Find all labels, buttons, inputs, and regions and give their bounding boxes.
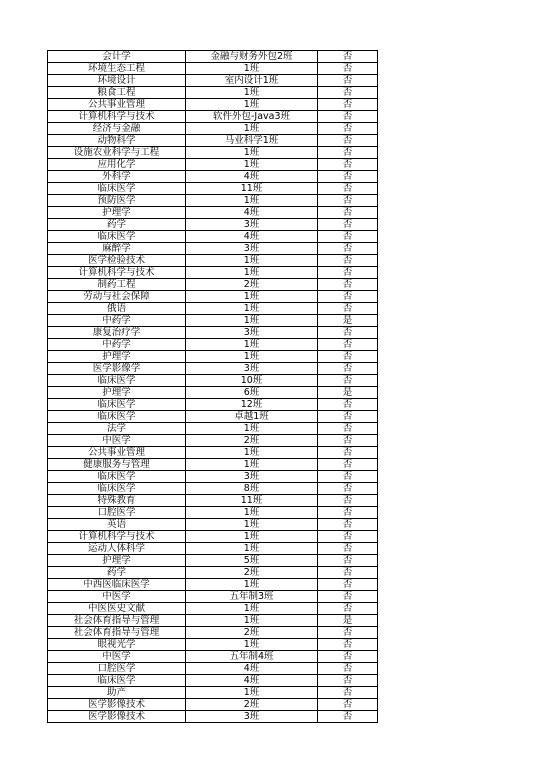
major-cell: 中西医临床医学 xyxy=(48,579,186,591)
major-cell: 药学 xyxy=(48,219,186,231)
major-cell: 环境设计 xyxy=(48,75,186,87)
class-cell: 1班 xyxy=(186,639,318,651)
table-body xyxy=(48,51,378,723)
class-cell: 8班 xyxy=(186,483,318,495)
flag-cell: 否 xyxy=(318,171,378,183)
flag-cell: 否 xyxy=(318,711,378,723)
class-cell: 11班 xyxy=(186,183,318,195)
table-row xyxy=(48,471,378,483)
major-cell: 医学影像技术 xyxy=(48,711,186,723)
table-row xyxy=(48,435,378,447)
class-cell: 1班 xyxy=(186,543,318,555)
class-cell: 1班 xyxy=(186,99,318,111)
flag-cell: 否 xyxy=(318,579,378,591)
class-cell: 1班 xyxy=(186,147,318,159)
flag-cell: 否 xyxy=(318,231,378,243)
class-cell: 1班 xyxy=(186,267,318,279)
major-cell: 医学影像技术 xyxy=(48,699,186,711)
major-cell: 计算机科学与技术 xyxy=(48,531,186,543)
table-row xyxy=(48,423,378,435)
table-row xyxy=(48,507,378,519)
flag-cell: 否 xyxy=(318,555,378,567)
class-cell: 3班 xyxy=(186,711,318,723)
table-row xyxy=(48,339,378,351)
table-row xyxy=(48,399,378,411)
class-cell: 1班 xyxy=(186,531,318,543)
major-cell: 中医医史文献 xyxy=(48,603,186,615)
major-cell: 应用化学 xyxy=(48,159,186,171)
table-row xyxy=(48,351,378,363)
class-cell: 1班 xyxy=(186,423,318,435)
flag-cell: 否 xyxy=(318,111,378,123)
flag-cell: 否 xyxy=(318,87,378,99)
major-cell: 眼视光学 xyxy=(48,639,186,651)
flag-cell: 是 xyxy=(318,315,378,327)
major-cell: 医学检验技术 xyxy=(48,255,186,267)
class-cell: 4班 xyxy=(186,663,318,675)
major-cell: 计算机科学与技术 xyxy=(48,111,186,123)
flag-cell: 否 xyxy=(318,207,378,219)
table-row xyxy=(48,627,378,639)
class-cell: 1班 xyxy=(186,291,318,303)
table-row xyxy=(48,279,378,291)
flag-cell: 否 xyxy=(318,447,378,459)
table-row xyxy=(48,375,378,387)
class-cell: 12班 xyxy=(186,399,318,411)
class-cell: 2班 xyxy=(186,567,318,579)
major-cell: 助产 xyxy=(48,687,186,699)
flag-cell: 否 xyxy=(318,147,378,159)
major-cell: 中药学 xyxy=(48,339,186,351)
major-cell: 经济与金融 xyxy=(48,123,186,135)
major-cell: 护理学 xyxy=(48,351,186,363)
major-cell: 临床医学 xyxy=(48,183,186,195)
flag-cell: 否 xyxy=(318,291,378,303)
table-row xyxy=(48,231,378,243)
class-cell: 马业科学1班 xyxy=(186,135,318,147)
flag-cell: 否 xyxy=(318,399,378,411)
table-row xyxy=(48,555,378,567)
table-row xyxy=(48,495,378,507)
major-cell: 运动人体科学 xyxy=(48,543,186,555)
flag-cell: 否 xyxy=(318,411,378,423)
table-row xyxy=(48,603,378,615)
class-cell: 1班 xyxy=(186,447,318,459)
class-cell: 1班 xyxy=(186,351,318,363)
table-row xyxy=(48,411,378,423)
flag-cell: 否 xyxy=(318,363,378,375)
major-cell: 预防医学 xyxy=(48,195,186,207)
table-row xyxy=(48,111,378,123)
major-cell: 劳动与社会保障 xyxy=(48,291,186,303)
flag-cell: 否 xyxy=(318,195,378,207)
flag-cell: 否 xyxy=(318,375,378,387)
table-row xyxy=(48,591,378,603)
table-row xyxy=(48,171,378,183)
major-cell: 护理学 xyxy=(48,387,186,399)
table-row xyxy=(48,219,378,231)
class-cell: 五年制3班 xyxy=(186,591,318,603)
class-cell: 五年制4班 xyxy=(186,651,318,663)
flag-cell: 否 xyxy=(318,63,378,75)
major-cell: 公共事业管理 xyxy=(48,99,186,111)
flag-cell: 否 xyxy=(318,159,378,171)
table-row xyxy=(48,579,378,591)
major-cell: 康复治疗学 xyxy=(48,327,186,339)
major-cell: 俄语 xyxy=(48,303,186,315)
major-cell: 口腔医学 xyxy=(48,663,186,675)
class-cell: 1班 xyxy=(186,459,318,471)
major-cell: 临床医学 xyxy=(48,231,186,243)
table-row xyxy=(48,687,378,699)
flag-cell: 是 xyxy=(318,615,378,627)
class-cell: 1班 xyxy=(186,507,318,519)
class-cell: 1班 xyxy=(186,303,318,315)
major-cell: 口腔医学 xyxy=(48,507,186,519)
flag-cell: 否 xyxy=(318,303,378,315)
table-row xyxy=(48,123,378,135)
flag-cell: 否 xyxy=(318,243,378,255)
flag-cell: 否 xyxy=(318,543,378,555)
major-cell: 护理学 xyxy=(48,207,186,219)
class-cell: 3班 xyxy=(186,219,318,231)
major-cell: 中医学 xyxy=(48,591,186,603)
flag-cell: 否 xyxy=(318,531,378,543)
class-cell: 1班 xyxy=(186,339,318,351)
flag-cell: 否 xyxy=(318,591,378,603)
table-row xyxy=(48,135,378,147)
flag-cell: 否 xyxy=(318,279,378,291)
major-cell: 临床医学 xyxy=(48,483,186,495)
major-cell: 健康服务与管理 xyxy=(48,459,186,471)
major-cell: 会计学 xyxy=(48,51,186,63)
major-cell: 特殊教育 xyxy=(48,495,186,507)
table-row xyxy=(48,159,378,171)
class-cell: 1班 xyxy=(186,603,318,615)
flag-cell: 否 xyxy=(318,351,378,363)
table-row xyxy=(48,567,378,579)
major-cell: 中医学 xyxy=(48,651,186,663)
table-row xyxy=(48,483,378,495)
major-cell: 临床医学 xyxy=(48,375,186,387)
flag-cell: 否 xyxy=(318,99,378,111)
flag-cell: 否 xyxy=(318,219,378,231)
flag-cell: 否 xyxy=(318,687,378,699)
major-cell: 制药工程 xyxy=(48,279,186,291)
table-row xyxy=(48,303,378,315)
flag-cell: 是 xyxy=(318,387,378,399)
major-cell: 临床医学 xyxy=(48,675,186,687)
table-row xyxy=(48,291,378,303)
major-cell: 社会体育指导与管理 xyxy=(48,615,186,627)
table-row xyxy=(48,447,378,459)
major-cell: 动物科学 xyxy=(48,135,186,147)
class-cell: 1班 xyxy=(186,315,318,327)
major-cell: 粮食工程 xyxy=(48,87,186,99)
class-cell: 4班 xyxy=(186,207,318,219)
flag-cell: 否 xyxy=(318,459,378,471)
class-cell: 4班 xyxy=(186,171,318,183)
major-cell: 麻醉学 xyxy=(48,243,186,255)
table-row xyxy=(48,51,378,63)
class-cell: 1班 xyxy=(186,63,318,75)
table-row xyxy=(48,459,378,471)
flag-cell: 否 xyxy=(318,663,378,675)
table-row xyxy=(48,267,378,279)
table-row xyxy=(48,675,378,687)
table-row xyxy=(48,519,378,531)
class-cell: 3班 xyxy=(186,471,318,483)
major-cell: 社会体育指导与管理 xyxy=(48,627,186,639)
class-cell: 10班 xyxy=(186,375,318,387)
flag-cell: 否 xyxy=(318,627,378,639)
flag-cell: 否 xyxy=(318,51,378,63)
flag-cell: 否 xyxy=(318,327,378,339)
table-row xyxy=(48,639,378,651)
table-row xyxy=(48,63,378,75)
table-row xyxy=(48,663,378,675)
table-row xyxy=(48,99,378,111)
class-cell: 1班 xyxy=(186,195,318,207)
class-cell: 卓越1班 xyxy=(186,411,318,423)
class-cell: 5班 xyxy=(186,555,318,567)
class-cell: 1班 xyxy=(186,687,318,699)
class-cell: 金融与财务外包2班 xyxy=(186,51,318,63)
class-cell: 1班 xyxy=(186,579,318,591)
table-row xyxy=(48,147,378,159)
flag-cell: 否 xyxy=(318,567,378,579)
table-row xyxy=(48,243,378,255)
table-row xyxy=(48,531,378,543)
spreadsheet-table xyxy=(47,50,378,723)
table-row xyxy=(48,183,378,195)
major-cell: 临床医学 xyxy=(48,399,186,411)
class-cell: 室内设计1班 xyxy=(186,75,318,87)
class-cell: 3班 xyxy=(186,363,318,375)
major-cell: 英语 xyxy=(48,519,186,531)
major-cell: 护理学 xyxy=(48,555,186,567)
flag-cell: 否 xyxy=(318,339,378,351)
class-cell: 2班 xyxy=(186,699,318,711)
table-row xyxy=(48,75,378,87)
major-cell: 医学影像学 xyxy=(48,363,186,375)
flag-cell: 否 xyxy=(318,699,378,711)
flag-cell: 否 xyxy=(318,507,378,519)
class-cell: 1班 xyxy=(186,255,318,267)
table-row xyxy=(48,711,378,723)
class-cell: 11班 xyxy=(186,495,318,507)
flag-cell: 否 xyxy=(318,183,378,195)
class-cell: 4班 xyxy=(186,675,318,687)
flag-cell: 否 xyxy=(318,75,378,87)
class-cell: 2班 xyxy=(186,627,318,639)
class-cell: 3班 xyxy=(186,327,318,339)
class-cell: 1班 xyxy=(186,159,318,171)
table-row xyxy=(48,387,378,399)
flag-cell: 否 xyxy=(318,519,378,531)
major-cell: 计算机科学与技术 xyxy=(48,267,186,279)
major-cell: 临床医学 xyxy=(48,411,186,423)
table-row xyxy=(48,615,378,627)
class-cell: 1班 xyxy=(186,123,318,135)
class-cell: 6班 xyxy=(186,387,318,399)
table-row xyxy=(48,87,378,99)
major-cell: 环境生态工程 xyxy=(48,63,186,75)
class-cell: 1班 xyxy=(186,615,318,627)
major-cell: 临床医学 xyxy=(48,471,186,483)
major-cell: 外科学 xyxy=(48,171,186,183)
class-cell: 4班 xyxy=(186,231,318,243)
flag-cell: 否 xyxy=(318,639,378,651)
class-cell: 2班 xyxy=(186,279,318,291)
flag-cell: 否 xyxy=(318,603,378,615)
major-cell: 中药学 xyxy=(48,315,186,327)
table-row xyxy=(48,195,378,207)
table-row xyxy=(48,651,378,663)
flag-cell: 否 xyxy=(318,651,378,663)
major-cell: 中医学 xyxy=(48,435,186,447)
flag-cell: 否 xyxy=(318,675,378,687)
flag-cell: 否 xyxy=(318,135,378,147)
flag-cell: 否 xyxy=(318,495,378,507)
class-cell: 1班 xyxy=(186,87,318,99)
table-row xyxy=(48,255,378,267)
table-row xyxy=(48,327,378,339)
flag-cell: 否 xyxy=(318,123,378,135)
class-cell: 2班 xyxy=(186,435,318,447)
table-row xyxy=(48,363,378,375)
flag-cell: 否 xyxy=(318,483,378,495)
flag-cell: 否 xyxy=(318,267,378,279)
major-cell: 法学 xyxy=(48,423,186,435)
major-cell: 药学 xyxy=(48,567,186,579)
class-cell: 软件外包-Java3班 xyxy=(186,111,318,123)
class-cell: 1班 xyxy=(186,519,318,531)
flag-cell: 否 xyxy=(318,423,378,435)
major-cell: 设施农业科学与工程 xyxy=(48,147,186,159)
flag-cell: 否 xyxy=(318,255,378,267)
flag-cell: 否 xyxy=(318,435,378,447)
major-cell: 公共事业管理 xyxy=(48,447,186,459)
table-row xyxy=(48,543,378,555)
table-row xyxy=(48,315,378,327)
class-cell: 3班 xyxy=(186,243,318,255)
flag-cell: 否 xyxy=(318,471,378,483)
table-row xyxy=(48,699,378,711)
table-row xyxy=(48,207,378,219)
